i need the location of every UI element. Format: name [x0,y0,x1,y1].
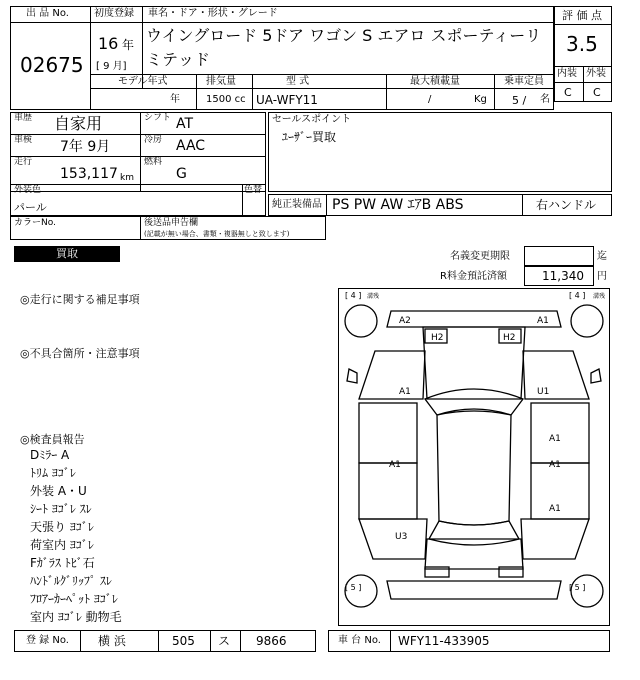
score-label: 評 価 点 [562,9,602,22]
inspector-item: 外装 A・U [30,484,87,498]
damage-mark: U3 [395,532,408,542]
capacity-label: 乗車定員 [504,76,544,87]
car-name-line2: ミテッド [146,50,211,69]
car-diagram [338,288,610,626]
capacity-unit: 名 [540,94,550,105]
aircon-value: AAC [176,138,206,154]
left-mirror [347,369,357,383]
model-year-label: モデル年式 [118,76,168,87]
tire-front-left-sub: 溝残 [367,293,380,300]
front-left-tire [345,305,377,337]
type-label: 型 式 [286,76,310,87]
inspector-item: ﾄﾘﾑ ﾖｺﾞﾚ [30,466,76,480]
rear-window [429,521,519,545]
damage-mark: H2 [503,333,516,343]
inspector-item: ﾊﾝﾄﾞﾙｸﾞﾘｯﾌﾟ ｽﾚ [30,574,112,588]
exterior-label: 外装 [586,68,606,79]
right-front-fender [523,351,589,399]
right-front-door [531,403,589,463]
damage-mark: U1 [537,387,550,397]
exterior-color-label: 外装色 [14,185,42,195]
sales-point-label: セールスポイント [272,114,352,125]
damage-mark: A1 [537,316,549,326]
registration-class: 505 [172,634,195,648]
right-rear-quarter [521,519,589,559]
carname-label: 車名・ドア・形状・グレード [148,8,278,19]
front-right-tire [571,305,603,337]
inspector-item: Dﾐﾗｰ A [30,448,70,462]
history-value: 自家用 [54,114,103,133]
delivery-note: (記載が無い場合、書類・複器無しと致します) [144,230,290,238]
inspector-report-title: ◎検査員報告 [20,433,85,446]
first-reg-label: 初度登録 [94,8,134,19]
car-diagram-svg [339,289,609,625]
inspector-item: 室内 ﾖｺﾞﾚ 動物毛 [30,610,122,624]
tire-rear-right-label: [ 5 ] [569,583,586,592]
mileage-label: 走行 [14,157,33,167]
damage-mark: A1 [399,387,411,397]
interior-grade: C [564,86,572,99]
genuine-equipment-label: 純正装備品 [272,199,322,210]
damage-mark: A1 [389,460,401,470]
damage-mark: H2 [431,333,444,343]
registration-area: 横 浜 [98,634,126,648]
inspection-label: 車検 [14,135,33,145]
details-left [10,112,266,192]
rear-bumper [387,581,561,599]
back-door [425,539,523,569]
registration-kana: ス [218,634,231,648]
inspection-value: 7年 9月 [60,139,111,155]
inspector-item: ｼｰﾄ ﾖｺﾞﾚ ｽﾚ [30,502,92,516]
lot-label: 出 品 No. [26,8,69,19]
fuel-value: G [176,166,187,182]
defects-title: ◎不具合箇所・注意事項 [20,347,140,360]
displacement-value: 1500 cc [206,94,246,105]
front-bumper [387,311,561,327]
inspector-item: Fｶﾞﾗｽ ﾄﾋﾞ石 [30,556,95,570]
name-change-label: 名義変更期限 [450,251,510,262]
left-front-door [359,403,417,463]
first-reg-year-unit: 年 [122,38,135,52]
tire-front-right-label: [ 4 ] [569,291,586,300]
roof [437,411,511,525]
damage-mark: A2 [399,316,411,326]
max-load-label: 最大積載量 [410,76,460,87]
recycle-unit: 円 [597,271,607,282]
registration-label: 登 録 No. [26,635,69,646]
damage-mark: A1 [549,434,561,444]
lot-number: 02675 [20,53,84,77]
interior-label: 内装 [557,68,577,79]
purchase-badge: 買取 [14,246,120,262]
name-change-unit: 迄 [597,251,607,262]
capacity-value: 5 / [512,94,527,107]
damage-mark: A1 [549,504,561,514]
displacement-label: 排気量 [206,76,236,87]
equipment-value: PS PW AW ｴｱB ABS [332,197,464,213]
left-front-fender [359,351,425,399]
history-label: 車歴 [14,113,33,123]
damage-mark: A1 [549,460,561,470]
aircon-label: 冷房 [144,135,163,145]
exterior-grade: C [593,86,601,99]
exterior-color-value: パール [14,201,47,214]
chassis-label: 車 台 No. [338,635,381,646]
mileage-unit: km [120,173,134,183]
tire-front-right-sub: 溝残 [593,293,606,300]
sales-point-value: ﾕｰｻﾞｰ買取 [282,130,337,144]
inspector-item: 荷室内 ﾖｺﾞﾚ [30,538,94,552]
chassis-number: WFY11-433905 [398,634,490,648]
tire-front-left-label: [ 4 ] [345,291,362,300]
driving-notes-title: ◎走行に関する補足事項 [20,293,140,306]
right-mirror [591,369,601,383]
recycle-amount: 11,340 [542,269,584,283]
first-reg-year: 16 [98,34,119,53]
max-load-unit: Kg [474,94,487,105]
color-change-label: 色替 [244,185,263,195]
handle-value: 右ハンドル [536,198,597,212]
shift-value: AT [176,116,194,132]
left-rear-quarter [359,519,427,559]
type-code: UA-WFY11 [256,93,318,107]
tire-rear-left-label: [ 5 ] [345,583,362,592]
first-reg-month: [ 9 月] [96,61,127,72]
shift-label: シフト [144,113,172,123]
exterior-color-box [10,184,266,216]
inspector-item: 天張り ﾖｺﾞﾚ [30,520,94,534]
registration-number: 9866 [256,634,287,648]
recycle-label: R料金預託済額 [440,271,507,282]
fuel-label: 燃料 [144,157,163,167]
inspector-item: ﾌﾛｱｰｶｰﾍﾟｯﾄ ﾖｺﾞﾚ [30,592,118,606]
car-name-line1: ウイングロード 5ドア ワゴン S エアロ スポーティーリ [146,26,542,45]
color-no-label: カラーNo. [14,218,56,228]
max-load-value: / [428,94,432,105]
name-change-box [524,246,594,266]
left-rear-door [359,463,417,519]
score-value: 3.5 [566,32,598,56]
delivery-label: 後送品申告欄 [144,218,199,228]
mileage-value: 153,117 [60,166,118,182]
model-year-unit: 年 [170,94,180,105]
